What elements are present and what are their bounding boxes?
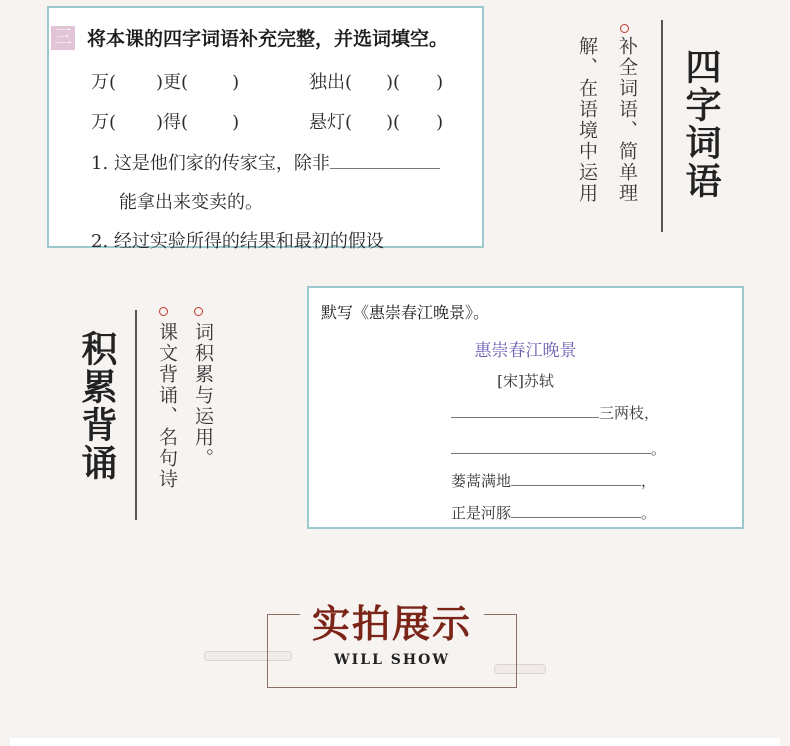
fill-text: ) — [232, 72, 240, 93]
answer-blank[interactable] — [511, 485, 641, 486]
fill-text: ) — [436, 112, 444, 133]
section1-divider — [661, 20, 663, 232]
exercise-title: 将本课的四字词语补充完整，并选词填空。 — [87, 28, 449, 50]
fill-text: ) — [436, 72, 444, 93]
section2-desc-col1: 词积累与运用。 — [192, 322, 214, 469]
exercise-heading: 默写《惠崇春江晚景》。 — [321, 303, 490, 322]
fill-row-1-right — [309, 68, 443, 94]
poem-text: 三两枝， — [599, 404, 660, 422]
question-2: 2. 经过实验所得的结果和最初的假设 — [91, 231, 384, 252]
bullet-circle-icon — [159, 307, 168, 316]
poem-text: 。 — [641, 504, 657, 522]
fill-text: )更( — [156, 72, 189, 93]
fill-text: )( — [386, 112, 401, 133]
answer-blank[interactable] — [330, 168, 440, 169]
fill-row-2 — [91, 108, 239, 134]
question-1 — [91, 149, 440, 175]
question-text: 1. 这是他们家的传家宝，除非 — [91, 153, 330, 174]
section1-title: 四字词语 — [680, 48, 722, 200]
exercise-card-four-char-words — [47, 6, 484, 252]
fill-text: 万( — [91, 72, 117, 93]
bullet-circle-icon — [620, 24, 629, 33]
fill-row-2-right — [309, 108, 443, 134]
section1-desc-col1: 补全词语、简单理 — [616, 36, 638, 204]
poem-line-3 — [451, 470, 656, 491]
answer-blank[interactable] — [451, 417, 599, 418]
fill-text: )得( — [156, 112, 189, 133]
poem-title: 惠崇春江晚景 — [474, 341, 577, 361]
poem-text: 。 — [651, 440, 667, 458]
fill-row-1 — [91, 68, 239, 94]
poem-line-1 — [451, 402, 659, 423]
answer-blank[interactable] — [451, 453, 651, 454]
bottom-panel-edge — [10, 738, 780, 746]
section-number-badge: 三 — [51, 26, 75, 50]
poem-line-2 — [451, 438, 666, 459]
fill-text: 悬灯( — [309, 112, 353, 133]
poem-text: ， — [641, 472, 657, 490]
section2-title: 积累背诵 — [76, 330, 118, 482]
banner-title: 实拍展示 — [300, 600, 484, 648]
fill-text: )( — [386, 72, 401, 93]
section2-desc-col2: 课文背诵、名句诗 — [156, 322, 178, 490]
fill-text: 万( — [91, 112, 117, 133]
exercise-card-poem-dictation — [307, 286, 744, 529]
poem-text: 蒌蒿满地 — [451, 472, 512, 490]
poem-author: [宋]苏轼 — [497, 372, 554, 390]
question-1-cont: 能拿出来变卖的。 — [119, 192, 263, 213]
fill-text: 独出( — [309, 72, 353, 93]
section2-divider — [135, 310, 137, 520]
answer-blank[interactable] — [511, 517, 641, 518]
section1-desc-col2: 解、在语境中运用 — [576, 36, 598, 204]
banner-subtitle: WILL SHOW — [333, 652, 451, 668]
poem-text: 正是河豚 — [451, 504, 512, 522]
poem-line-4 — [451, 502, 656, 523]
bullet-circle-icon — [194, 307, 203, 316]
fill-text: ) — [232, 112, 240, 133]
